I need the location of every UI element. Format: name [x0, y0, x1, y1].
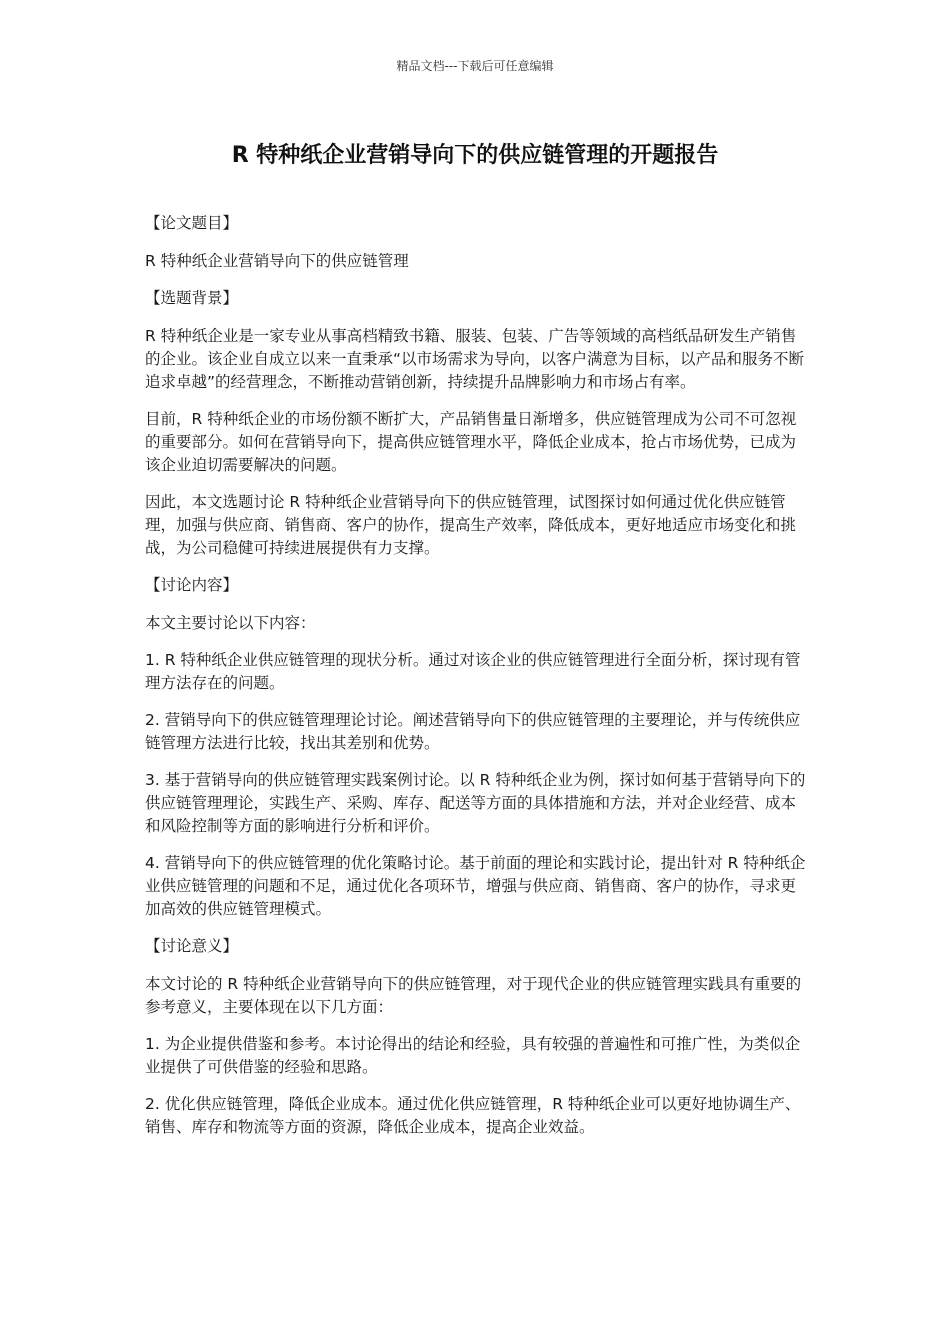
background-heading: 【选题背景】	[145, 289, 239, 307]
content-heading: 【讨论内容】	[145, 576, 239, 594]
content-item-4: 4. 营销导向下的供应链管理的优化策略讨论。基于前面的理论和实践讨论，提出针对 R 特种纸企业供应链管理的问题和不足，通过优化各项环节，增强与供应商、销售商、客户的协作，寻求更加高效的供应链管理模式。	[145, 854, 806, 918]
content-item-2: 2. 营销导向下的供应链管理理论讨论。阐述营销导向下的供应链管理的主要理论，并与传统供应链管理方法进行比较，找出其差别和优势。	[145, 711, 801, 752]
background-paragraph-2: 目前，R 特种纸企业的市场份额不断扩大，产品销售量日渐增多，供应链管理成为公司不可忽视的重要部分。如何在营销导向下，提高供应链管理水平，降低企业成本，抢占市场优势，已成为该企业迫切需要解决的问题。	[145, 410, 797, 474]
background-paragraph-3: 因此，本文选题讨论 R 特种纸企业营销导向下的供应链管理，试图探讨如何通过优化供应链管理，加强与供应商、销售商、客户的协作，提高生产效率，降低成本，更好地适应市场变化和挑战，为公司稳健可持续进展提供有力支撑。	[145, 493, 797, 557]
content-intro: 本文主要讨论以下内容：	[145, 614, 316, 632]
document-title: R 特种纸企业营销导向下的供应链管理的开题报告	[231, 143, 719, 168]
content-item-1: 1. R 特种纸企业供应链管理的现状分析。通过对该企业的供应链管理进行全面分析，探讨现有管理方法存在的问题。	[145, 651, 801, 692]
content-item-3: 3. 基于营销导向的供应链管理实践案例讨论。以 R 特种纸企业为例，探讨如何基于营销导向下的供应链管理理论，实践生产、采购、库存、配送等方面的具体措施和方法，并对企业经营、成本和风险控制等方面的影响进行分析和评价。	[145, 771, 806, 835]
significance-item-1: 1. 为企业提供借鉴和参考。本讨论得出的结论和经验，具有较强的普遍性和可推广性，为类似企业提供了可供借鉴的经验和思路。	[145, 1035, 801, 1076]
significance-heading: 【讨论意义】	[145, 937, 239, 955]
page-header: 精品文档---下载后可任意编辑	[396, 59, 554, 73]
thesis-title-text: R 特种纸企业营销导向下的供应链管理	[145, 252, 409, 270]
significance-item-2: 2. 优化供应链管理，降低企业成本。通过优化供应链管理，R 特种纸企业可以更好地协调生产、销售、库存和物流等方面的资源，降低企业成本，提高企业效益。	[145, 1095, 801, 1136]
significance-intro: 本文讨论的 R 特种纸企业营销导向下的供应链管理，对于现代企业的供应链管理实践具有重要的参考意义，主要体现在以下几方面：	[145, 975, 802, 1016]
thesis-title-heading: 【论文题目】	[145, 214, 239, 232]
background-paragraph-1: R 特种纸企业是一家专业从事高档精致书籍、服装、包装、广告等领域的高档纸品研发生产销售的企业。该企业自成立以来一直秉承“以市场需求为导向，以客户满意为目标，以产品和服务不断追求卓越”的经营理念，不断推动营销创新，持续提升品牌影响力和市场占有率。	[145, 327, 805, 391]
document-body	[145, 212, 807, 1153]
